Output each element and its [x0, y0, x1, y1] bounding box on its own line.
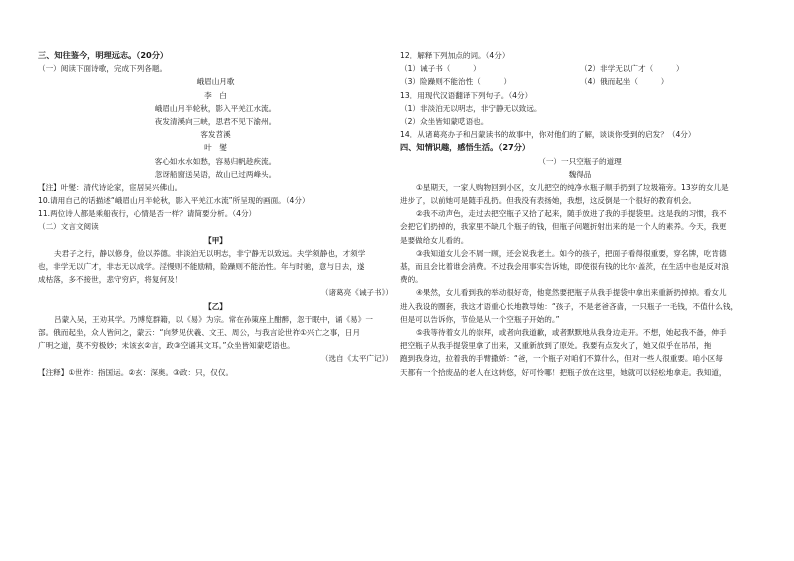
- paragraph-line: 天都有一个拾废品的老人在这转悠，好可怜哪！把瓶子放在这里，她就可以轻松地拿走。我知道，: [400, 367, 727, 377]
- question-12-item: （1）诫子书（ ）: [400, 64, 481, 74]
- poem-note: 【注】叶燮：清代诗论家，宦居吴兴佛山。: [38, 182, 183, 192]
- poem2-line: 忽讶船窗送吴语，故山已过两峰头。: [154, 169, 277, 179]
- passage-yi-line: 部。俄而起坐，众人皆问之，蒙云：“向梦见伏羲、文王、周公，与我言论世祚①兴亡之事，日月: [38, 327, 361, 337]
- section3-title: 三、知往鉴今，明理远志。（20分）: [38, 50, 169, 60]
- right-column: [400, 49, 760, 379]
- passage-yi-source: （选自《太平广记》）: [320, 354, 393, 364]
- passage-jia-line: 夫君子之行，静以修身，俭以养德。非淡泊无以明志，非宁静无以致远。夫学须静也，才须学: [54, 248, 366, 258]
- paragraph-line: ④果然，女儿看到我的举动很好奇，他竟然要把瓶子从我手提袋中拿出来重新扔掉掉。看女儿: [416, 288, 727, 298]
- poem1-author: 李 白: [204, 90, 227, 100]
- section4-title: 四、知情识趣，感悟生活。（27分）: [400, 142, 531, 153]
- paragraph-line: ②我不动声色，走过去把空瓶子又拾了起来，随手放进了我的手提袋里。这是我的习惯，我不: [416, 209, 727, 219]
- poem2-line: 客心如水水如愁，容易归帆趁疾流。: [154, 156, 277, 166]
- poem2-title: 客发苕溪: [200, 130, 231, 140]
- passage-yi-line: 广明之道，莫不穷极妙；未该玄②言，政③空诵其文耳。”众坐皆知蒙呓语也。: [38, 341, 295, 351]
- paragraph-line: ⑤我等待着女儿的崇拜，或者向我道歉，或者默默地从我身边走开。不想，她起我不备，伸手: [416, 327, 727, 337]
- paragraph-line: 会把它们扔掉的，我家里不缺几个瓶子的钱，但瓶子问题折射出来的是一个人的素养。今天，我更: [400, 222, 727, 232]
- passage-jia-label: 【甲】: [204, 235, 227, 245]
- question-12-item: （3）险躁则不能治性（ ）: [400, 77, 512, 87]
- passage-yi-line: 吕蒙入吴，王劝其学。乃博览群籍，以《易》为宗。常在孙策座上酣醉，忽于眠中，诵《易》一: [54, 314, 373, 324]
- paragraph-line: 进入我设的圈套，我这才语重心长地教导她：“孩子，不是老爸吝啬，一只瓶子一毛钱，不值什么钱，: [400, 301, 739, 311]
- paragraph-line: 跑到我身边，拉着我的手臂撒娇：“爸，一个瓶子对咱们不算什么，但对一些人很重要。咱小区每: [400, 354, 723, 364]
- paragraph-line: 是要做给女儿看的。: [400, 235, 469, 245]
- passage-jia-line: 也，非学无以广才，非志无以成学。淫慢则不能励精，险躁则不能治性。年与时驰，意与日去，遂: [38, 262, 365, 271]
- question-13-item: （1）非淡泊无以明志，非宁静无以致远。: [400, 103, 542, 113]
- paragraph-line: 把空瓶子从我手提袋里拿了出来，又重新放到了原处。我要有点发火了，她又似乎在吊吊，拖: [400, 341, 712, 351]
- passage-jia-line: 成枯落，多不接世，悲守穷庐，将复何及！: [38, 275, 183, 285]
- reading-title: （一）一只空瓶子的道理: [538, 156, 622, 166]
- paragraph-line: 费的。: [400, 275, 423, 285]
- question-12-row: [400, 62, 760, 75]
- question-10: 10.请用自己的话描述“峨眉山月半轮秋，影入平羌江水流”所呈现的画面。（4分）: [38, 196, 310, 206]
- question-13: 13．用现代汉语翻译下列句子。（4分）: [400, 90, 533, 100]
- reading-author: 魏得品: [568, 169, 592, 179]
- paragraph-line: 但是可以告诉你，节俭是从一个空瓶子开始的。”: [400, 314, 560, 324]
- passage-yi-label: 【乙】: [204, 301, 227, 311]
- poem1-line: 峨眉山月半轮秋，影入平羌江水流。: [154, 103, 277, 113]
- question-14: 14．从诸葛亮办子和吕蒙读书的故事中，你对他们的了解，谈谈你受到的启发？（4分）: [400, 130, 696, 140]
- poem1-title: 峨眉山月歌: [196, 77, 235, 87]
- question-12-item: （4）俄而起坐（ ）: [580, 77, 669, 87]
- question-12: 12．解释下列加点的词。（4分）: [400, 51, 510, 60]
- paragraph-line: 进步了，以前她可是随手乱扔。但我没有表扬她，我想，这反倒是一个很好的教育机会。: [400, 196, 697, 206]
- poem2-author: 叶 燮: [204, 143, 227, 153]
- passage-jia-source: （诸葛亮《诫子书》）: [320, 288, 393, 298]
- paragraph-line: ①星期天，一家人购物回到小区，女儿把空的纯净水瓶子顺手扔到了垃圾箱旁。13岁的女儿是: [416, 182, 729, 192]
- question-12-row: [400, 75, 760, 88]
- question-11: 11.两位诗人都是乘船夜行，心情是否一样？请简要分析。（4分）: [38, 209, 257, 219]
- classical-intro: （二）文言文阅读: [38, 222, 99, 232]
- poetry-intro: （一）阅读下面诗歌，完成下列各题。: [38, 64, 168, 74]
- question-13-item: （2）众坐皆知蒙呓语也。: [400, 116, 489, 126]
- question-12-item: （2）非学无以广才（ ）: [580, 64, 684, 74]
- paragraph-line: 基，而且会比着谁会消费。不过我会用事实告诉她，即使很有钱的比尔·盖茨，在生活中也是反对浪: [400, 262, 729, 271]
- poem1-line: 夜发清溪向三峡，思君不见下渝州。: [154, 116, 277, 126]
- left-column: [38, 49, 393, 379]
- paragraph-line: ③我知道女儿会不屑一顾，还会说我老土。如今的孩子，把面子看得很重要，穿名牌，吃肯德: [416, 248, 727, 258]
- passage-yi-notes: 【注释】①世祚：指国运。②玄：深奥。③政：只，仅仅。: [38, 367, 234, 377]
